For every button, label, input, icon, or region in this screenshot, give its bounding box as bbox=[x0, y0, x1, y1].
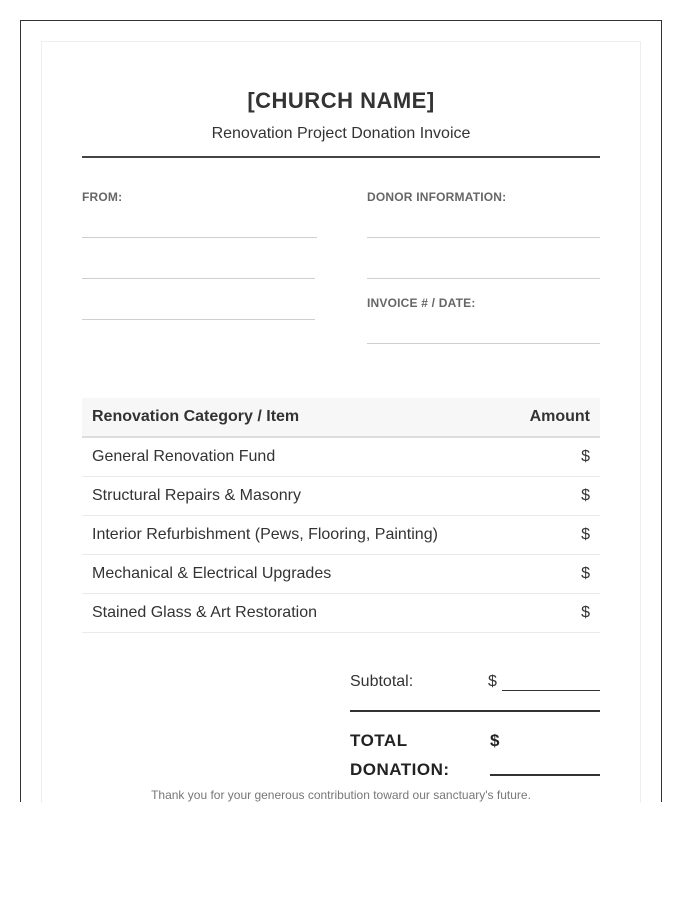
total-currency: $ bbox=[490, 731, 500, 750]
invoice-date-line[interactable] bbox=[367, 343, 600, 344]
from-line-2[interactable] bbox=[82, 278, 315, 279]
table-row bbox=[82, 515, 600, 554]
item-name: Interior Refurbishment (Pews, Flooring, Painting) bbox=[82, 515, 507, 554]
invoice-page bbox=[41, 41, 641, 803]
invoice-date-label: INVOICE # / DATE: bbox=[367, 296, 476, 310]
item-name: Mechanical & Electrical Upgrades bbox=[82, 554, 507, 593]
subtotal-input-line[interactable] bbox=[502, 690, 600, 691]
subtotal-label: Subtotal: bbox=[350, 673, 414, 690]
amount-column-header: Amount bbox=[507, 398, 600, 437]
item-amount[interactable]: $ bbox=[507, 593, 600, 632]
item-amount[interactable]: $ bbox=[507, 515, 600, 554]
table-row bbox=[82, 593, 600, 632]
item-name: Structural Repairs & Masonry bbox=[82, 476, 507, 515]
document-frame bbox=[20, 20, 662, 802]
table-row bbox=[82, 554, 600, 593]
from-line-3[interactable] bbox=[82, 319, 315, 320]
donor-line-1[interactable] bbox=[367, 237, 600, 238]
subtotal-currency: $ bbox=[488, 673, 497, 690]
item-amount[interactable]: $ bbox=[507, 554, 600, 593]
donor-info-label: DONOR INFORMATION: bbox=[367, 190, 507, 204]
item-name: Stained Glass & Art Restoration bbox=[82, 593, 507, 632]
item-amount[interactable]: $ bbox=[507, 437, 600, 476]
category-column-header: Renovation Category / Item bbox=[82, 398, 507, 437]
table-row bbox=[82, 437, 600, 476]
total-input-line[interactable] bbox=[490, 774, 600, 776]
invoice-subtitle: Renovation Project Donation Invoice bbox=[211, 125, 471, 142]
header-divider bbox=[82, 156, 600, 158]
table-row bbox=[82, 476, 600, 515]
total-divider bbox=[350, 710, 600, 712]
renovation-items-table bbox=[82, 398, 600, 633]
from-line-1[interactable] bbox=[82, 237, 317, 238]
donor-line-2[interactable] bbox=[367, 278, 600, 279]
total-donation-label: TOTAL DONATION: bbox=[350, 731, 450, 779]
item-name: General Renovation Fund bbox=[82, 437, 507, 476]
church-name: [CHURCH NAME] bbox=[247, 88, 435, 113]
from-label: FROM: bbox=[82, 190, 123, 204]
thank-you-note: Thank you for your generous contribution toward our sanctuary's future. bbox=[151, 788, 531, 802]
item-amount[interactable]: $ bbox=[507, 476, 600, 515]
table-header-row bbox=[82, 398, 600, 437]
